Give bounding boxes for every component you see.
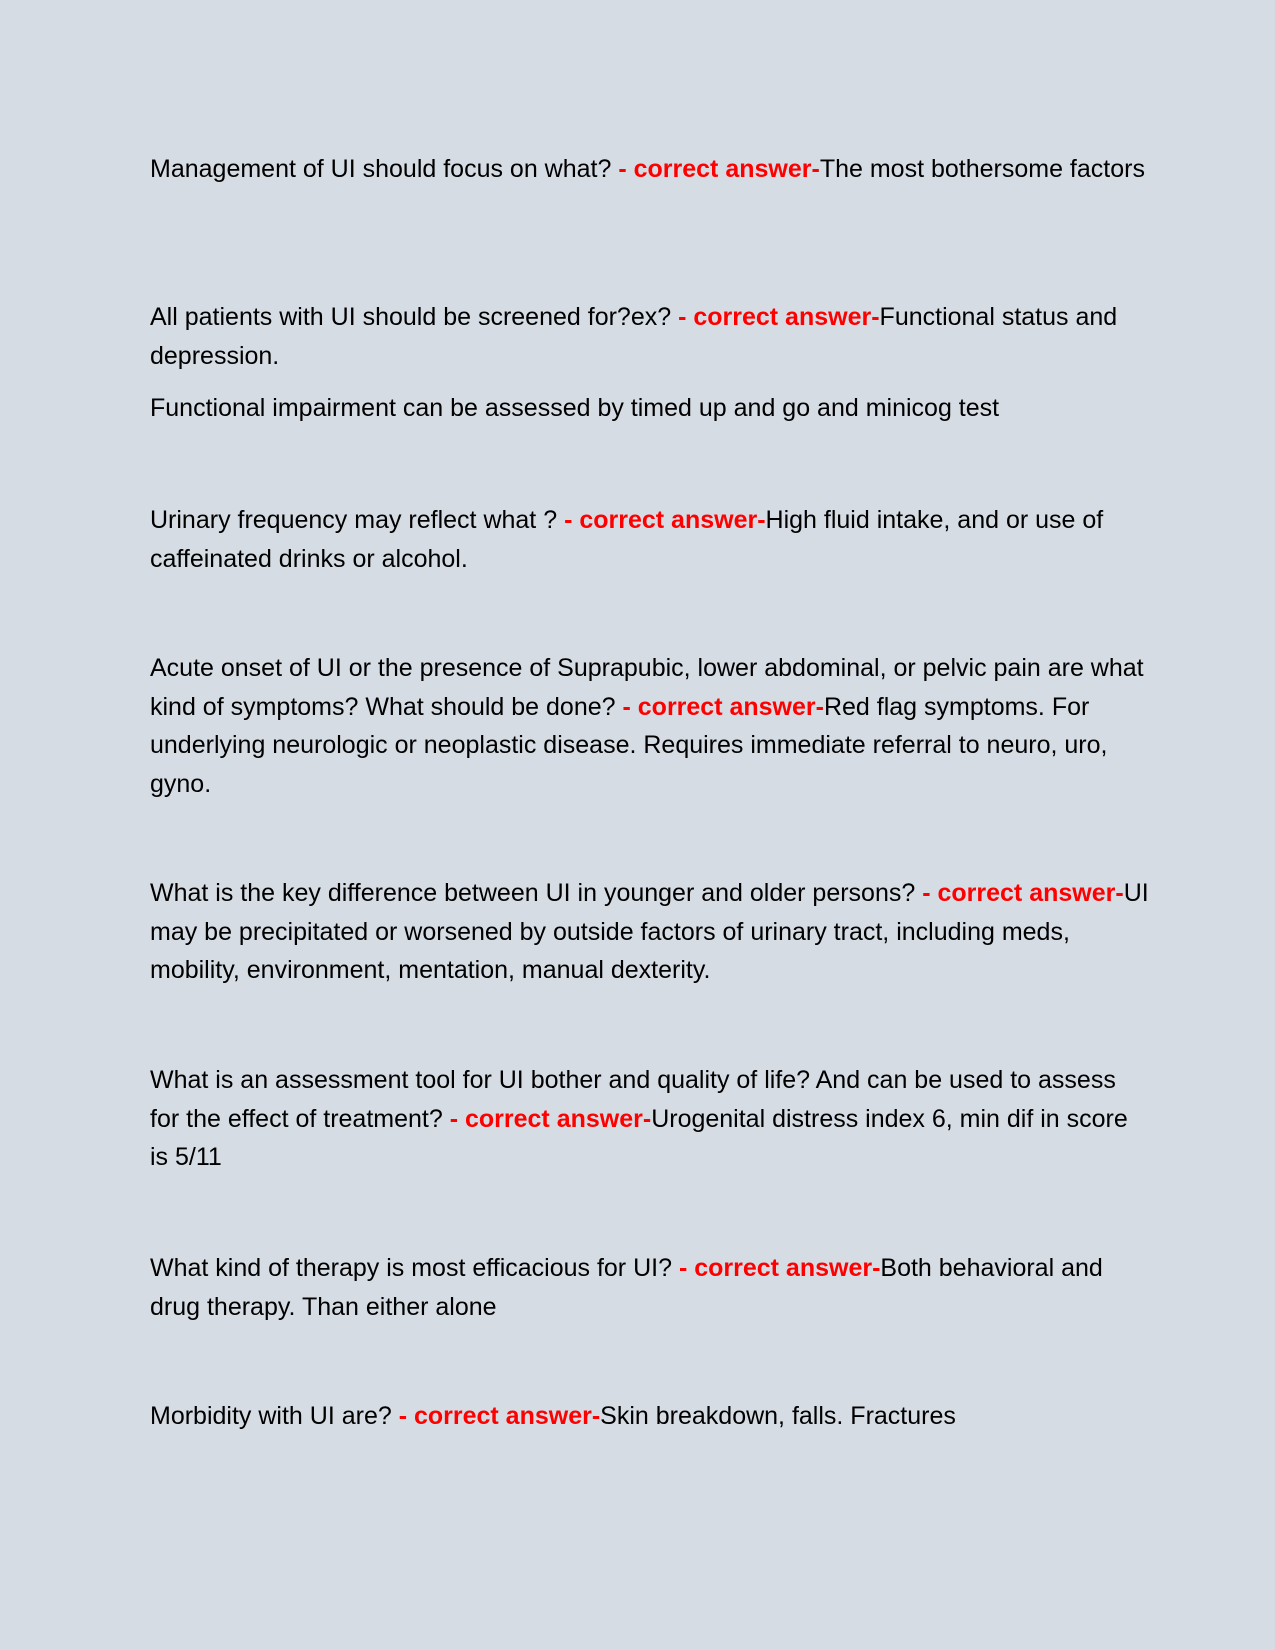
note-item xyxy=(150,389,999,428)
qa-item-5 xyxy=(150,874,1150,990)
qa-item-2 xyxy=(150,298,1150,375)
answer-text: Urogenital distress index 6, min dif in score is 5/11 xyxy=(150,1104,1128,1171)
qa-item-1 xyxy=(150,150,1145,189)
qa-item-8 xyxy=(150,1397,956,1436)
correct-answer-marker: - correct answer- xyxy=(678,1254,881,1282)
answer-text: Red flag symptoms. For underlying neurologic or neoplastic disease. Requires immediate referral to neuro, uro, gyno. xyxy=(150,692,1108,798)
correct-answer-marker: - correct answer- xyxy=(398,1402,601,1430)
question-text: Urinary frequency may reflect what ? xyxy=(150,506,565,534)
correct-answer-marker: - correct answer- xyxy=(622,692,824,721)
question-text: Acute onset of UI or the presence of Suprapubic, lower abdominal, or pelvic pain are what kind of symptoms? What should be done? xyxy=(150,654,1144,721)
qa-item-6 xyxy=(150,1061,1150,1177)
qa-item-7 xyxy=(150,1249,1150,1326)
answer-text: Skin breakdown, falls. Fractures xyxy=(600,1402,956,1430)
question-text: What kind of therapy is most efficacious for UI? xyxy=(150,1254,679,1282)
question-text: Management of UI should focus on what? xyxy=(150,155,619,183)
qa-item-4 xyxy=(150,649,1150,803)
question-text: All patients with UI should be screened for?ex? xyxy=(150,303,679,331)
correct-answer-marker: - correct answer- xyxy=(564,506,766,534)
correct-answer-marker: - correct answer- xyxy=(678,303,880,331)
answer-text: Both behavioral and drug therapy. Than either alone xyxy=(150,1254,1103,1321)
note-text: Functional impairment can be assessed by timed up and go and minicog test xyxy=(150,394,1000,422)
answer-text: The most bothersome factors xyxy=(819,155,1145,183)
correct-answer-marker: - correct answer- xyxy=(618,155,820,183)
question-text: Morbidity with UI are? xyxy=(150,1402,399,1430)
correct-answer-marker: - correct answer- xyxy=(449,1104,652,1133)
question-text: What is the key difference between UI in younger and older persons? xyxy=(150,879,923,907)
answer-text: High fluid intake, and or use of caffeinated drinks or alcohol. xyxy=(150,506,1104,573)
qa-item-3 xyxy=(150,501,1150,578)
question-text: What is an assessment tool for UI bother and quality of life? And can be used to assess for the effect of treatment? xyxy=(150,1066,1116,1133)
answer-text: Functional status and depression. xyxy=(150,303,1118,370)
answer-text: UI may be precipitated or worsened by outside factors of urinary tract, including meds, mobility, environment, mentation, manual dexterity. xyxy=(150,879,1149,984)
correct-answer-marker: - correct answer- xyxy=(922,879,1124,907)
